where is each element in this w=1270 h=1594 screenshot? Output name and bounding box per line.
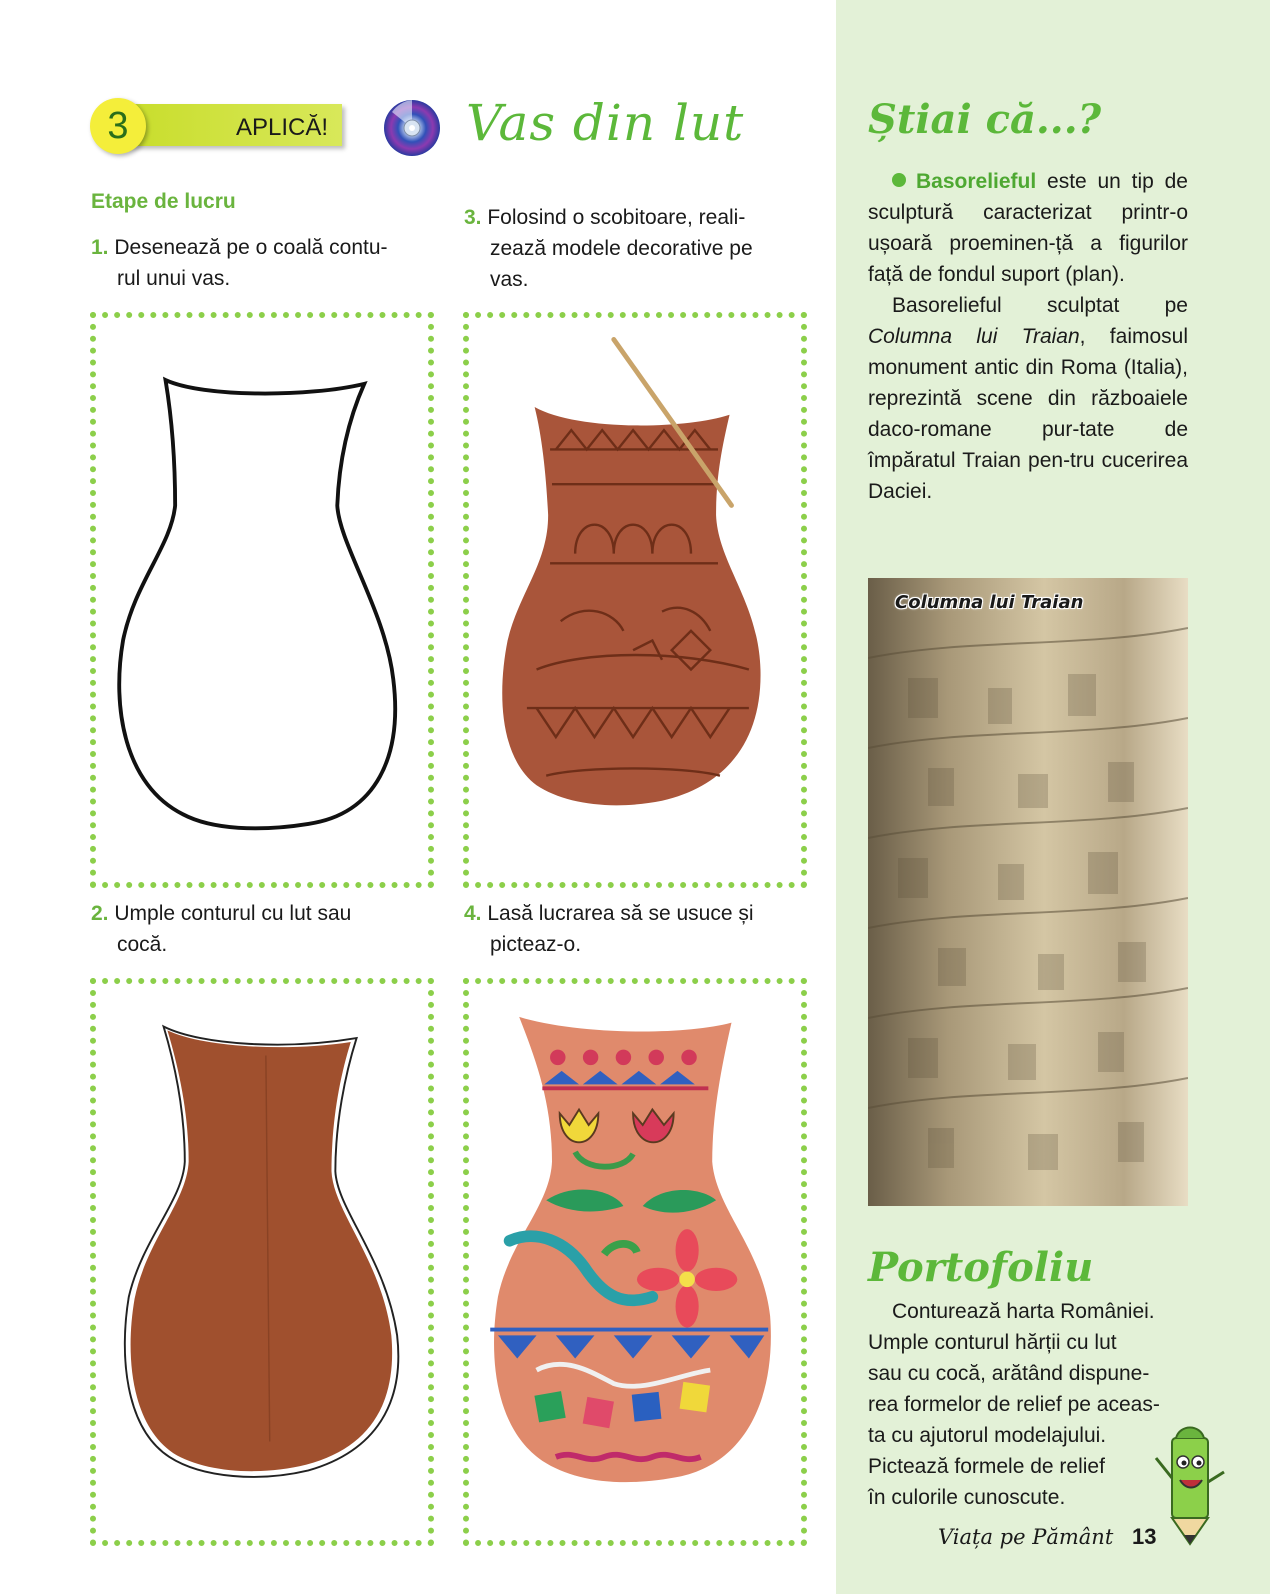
step-3-text	[464, 202, 753, 295]
clay-vase-drawing	[96, 984, 428, 1540]
step-line: cocă.	[117, 933, 168, 956]
portfolio-line: Umple conturul hărții cu lut	[868, 1331, 1117, 1354]
step-line: rul unui vas.	[117, 267, 231, 290]
cd-icon	[382, 98, 442, 158]
frame-vase-clay	[90, 978, 434, 1546]
paragraph-text: , faimosul monument antic din Roma (Italia), reprezintă scene din războaiele daco-romane pur-tate de împăratul Traian pen-tru cucerirea Daciei.	[868, 325, 1189, 503]
footer-page-number: 13	[1132, 1524, 1157, 1549]
portfolio-line: Pictează formele de relief	[868, 1455, 1105, 1478]
frame-vase-outline	[90, 312, 434, 888]
step-number: 2.	[91, 902, 109, 925]
paragraph-text: Basorelieful sculptat pe	[892, 294, 1188, 317]
badge-bar	[120, 104, 342, 146]
paragraph-italic: Columna lui Traian	[868, 325, 1080, 348]
step-line: picteaz-o.	[490, 933, 582, 956]
step-line: zează modele decorative pe	[490, 237, 753, 260]
portfolio-title: Portofoliu	[868, 1244, 1094, 1291]
step-line: Umple conturul cu lut sau	[114, 902, 352, 925]
frame-vase-carved	[463, 312, 807, 888]
portfolio-line: Conturează harta României.	[892, 1300, 1155, 1323]
vase-outline-drawing	[96, 318, 428, 882]
portfolio-text	[868, 1296, 1186, 1513]
step-line: Lasă lucrarea să se usuce și	[487, 902, 754, 925]
photo-caption: Columna lui Traian	[895, 592, 1084, 613]
painted-vase-drawing	[469, 984, 801, 1540]
page-title: Vas din lut	[466, 94, 745, 152]
step-line: vas.	[490, 268, 529, 291]
step-2-text	[91, 898, 351, 960]
step-line: Folosind o scobitoare, reali-	[487, 206, 746, 229]
sidebar-text	[868, 166, 1188, 507]
paragraph-text: este un tip de sculptură caracterizat printr-o ușoară proeminen-ță a figurilor față de fondul suport (plan).	[868, 170, 1188, 286]
footer-book-title: Viața pe Pământ	[938, 1525, 1114, 1549]
step-1-text	[91, 232, 388, 294]
portfolio-line: ta cu ajutorul modelajului.	[868, 1424, 1107, 1447]
step-number: 1.	[91, 236, 109, 259]
step-line: Desenează pe o coală contu-	[114, 236, 388, 259]
step-number: 4.	[464, 902, 482, 925]
frame-vase-painted	[463, 978, 807, 1546]
portfolio-line: în culorile cunoscute.	[868, 1486, 1066, 1509]
keyword: Basorelieful	[916, 170, 1037, 193]
sidebar-paragraph-2	[868, 290, 1188, 507]
subheading: Etape de lucru	[91, 190, 236, 213]
sidebar-title: Știai că...?	[868, 96, 1102, 143]
trajan-column-photo	[868, 578, 1188, 1206]
badge-number: 3	[90, 98, 146, 154]
pencil-mascot-icon	[1150, 1418, 1230, 1548]
activity-badge	[90, 98, 352, 154]
step-number: 3.	[464, 206, 482, 229]
sidebar-paragraph-1	[868, 166, 1188, 290]
badge-label: APLICĂ!	[235, 114, 328, 141]
portfolio-line: sau cu cocă, arătând dispune-	[868, 1362, 1150, 1385]
bullet-icon	[892, 173, 906, 187]
carved-vase-drawing	[469, 318, 801, 882]
step-4-text	[464, 898, 754, 960]
portfolio-line: rea formelor de relief pe aceas-	[868, 1393, 1160, 1416]
